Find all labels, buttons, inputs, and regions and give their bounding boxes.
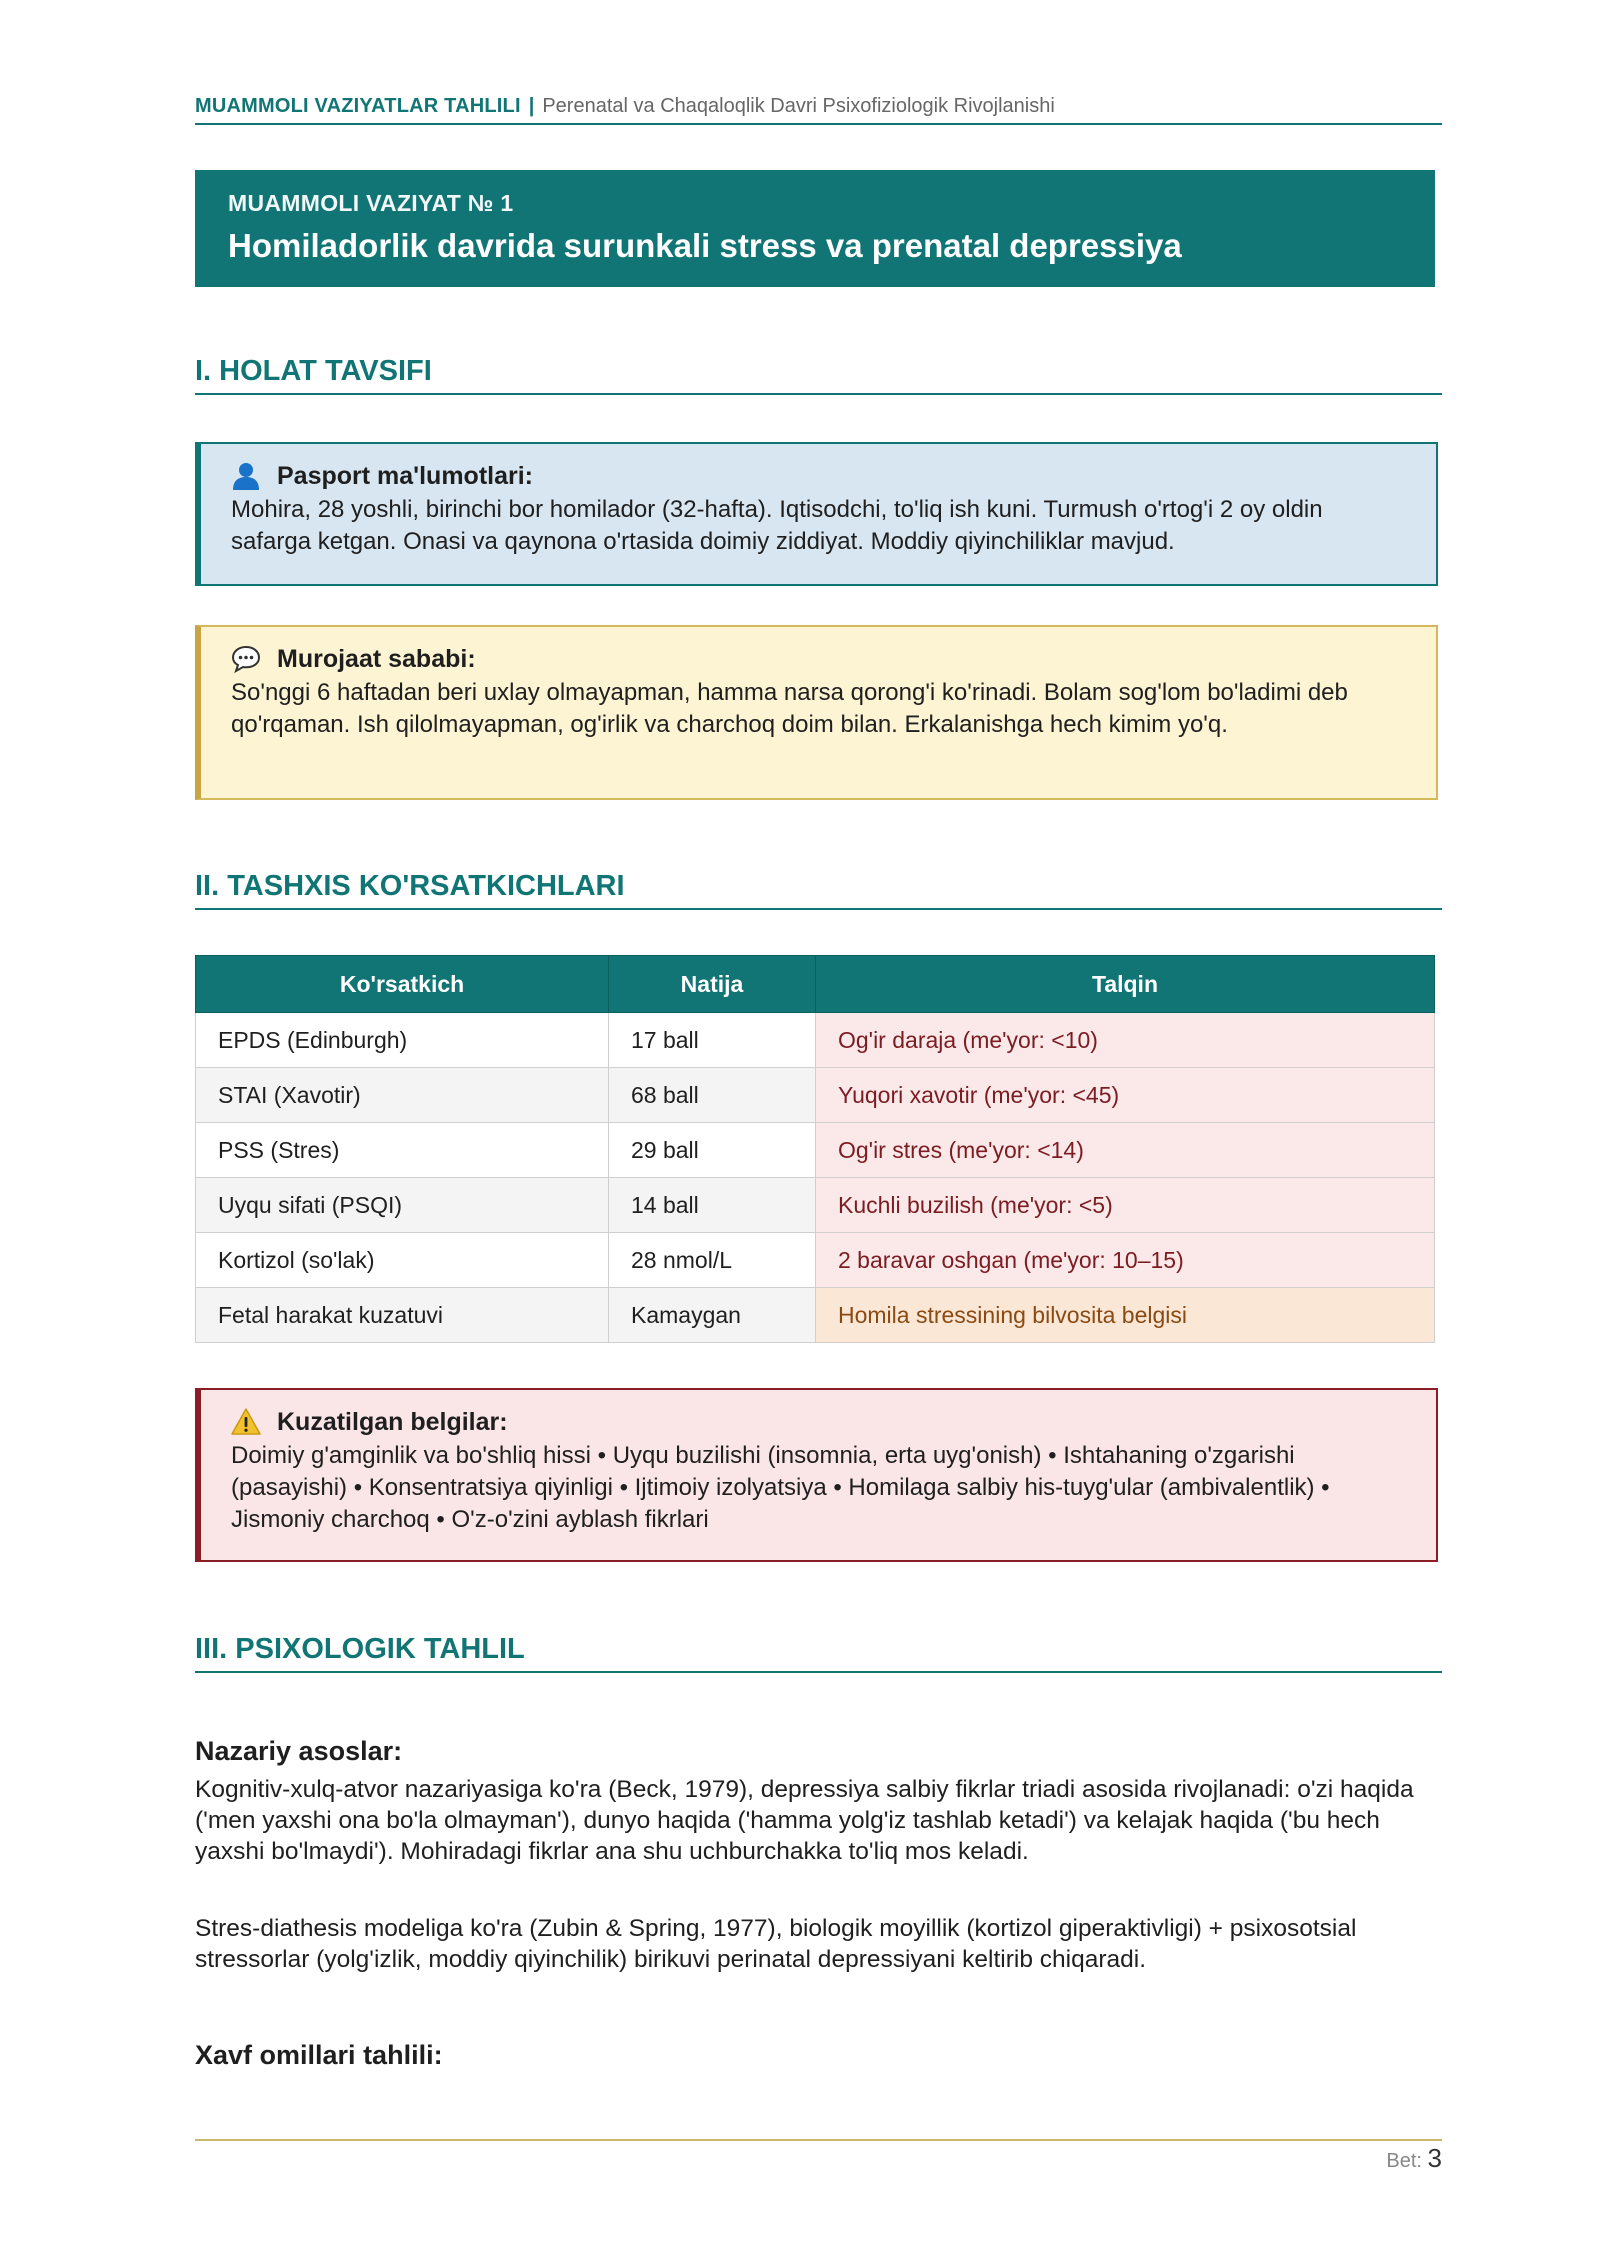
column-header-indicator: Ko'rsatkich (196, 956, 609, 1013)
symptoms-title: Kuzatilgan belgilar: (277, 1408, 508, 1436)
header-right-title: Perenatal va Chaqaloqlik Davri Psixofiziologik Rivojlanishi (542, 95, 1055, 117)
table-row (196, 1178, 1435, 1233)
theory-paragraph-2: Stres-diathesis modeliga ko'ra (Zubin & Spring, 1977), biologik moyillik (kortizol giperaktivligi) + psixosotsial stressorlar (yolg'izlik, moddiy qiyinchilik) birikuvi perinatal depressiyani keltirib chiqaradi. (195, 1915, 1357, 1973)
result-cell: 28 nmol/L (609, 1233, 816, 1288)
case-number: MUAMMOLI VAZIYAT № 1 (228, 190, 514, 216)
speech-bubble-icon (231, 644, 261, 674)
passport-box (195, 442, 1438, 586)
running-header (195, 95, 1442, 125)
table-row (196, 1068, 1435, 1123)
interpretation-cell: 2 baravar oshgan (me'yor: 10–15) (816, 1233, 1435, 1288)
header-left-title: MUAMMOLI VAZIYATLAR TAHLILI (195, 95, 521, 117)
theory-paragraph-1: Kognitiv-xulq-atvor nazariyasiga ko'ra (Beck, 1979), depressiya salbiy fikrlar triadi asosida rivojlanadi: o'zi haqida ('men yaxshi ona bo'la olmayman'), dunyo haqida ('hamma yolg'iz tashlab ketadi') va kelajak haqida ('bu hech yaxshi bo'lmaydi'). Mohiradagi fikrlar ana shu uchburchakka to'liq mos keladi. (195, 1776, 1414, 1865)
indicator-cell: Kortizol (so'lak) (196, 1233, 609, 1288)
interpretation-cell: Homila stressining bilvosita belgisi (816, 1288, 1435, 1343)
indicator-cell: EPDS (Edinburgh) (196, 1013, 609, 1068)
page-number-value: 3 (1427, 2143, 1442, 2173)
interpretation-cell: Og'ir daraja (me'yor: <10) (816, 1013, 1435, 1068)
complaint-title: Murojaat sababi: (277, 645, 476, 673)
table-header-row (196, 956, 1435, 1013)
section-heading-analysis: III. PSIXOLOGIK TAHLIL (195, 1633, 1442, 1673)
column-header-interpretation: Talqin (816, 956, 1435, 1013)
warning-icon (231, 1407, 261, 1437)
passport-text: Mohira, 28 yoshli, birinchi bor homilador (32-hafta). Iqtisodchi, to'liq ish kuni. Turmush o'rtog'i 2 oy oldin safarga ketgan. Onasi va qaynona o'rtasida doimiy ziddiyat. Moddiy qiyinchiliklar mavjud. (231, 496, 1323, 555)
complaint-box (195, 625, 1438, 800)
section-heading-description: I. HOLAT TAVSIFI (195, 355, 1442, 395)
indicator-cell: STAI (Xavotir) (196, 1068, 609, 1123)
column-header-result: Natija (609, 956, 816, 1013)
complaint-text: So'nggi 6 haftadan beri uxlay olmayapman, hamma narsa qorong'i ko'rinadi. Bolam sog'lom bo'ladimi deb qo'rqaman. Ish qilolmayapman, og'irlik va charchoq doim bilan. Erkalanishga hech kimim yo'q. (231, 679, 1348, 738)
theory-heading: Nazariy asoslar: (195, 1736, 403, 1766)
table-row (196, 1123, 1435, 1178)
case-title: Homiladorlik davrida surunkali stress va prenatal depressiya (228, 227, 1182, 264)
footer-divider (195, 2139, 1442, 2141)
passport-title: Pasport ma'lumotlari: (277, 462, 533, 490)
page-number (1386, 2143, 1442, 2174)
interpretation-cell: Yuqori xavotir (me'yor: <45) (816, 1068, 1435, 1123)
indicator-cell: Uyqu sifati (PSQI) (196, 1178, 609, 1233)
document-page (195, 0, 1442, 2262)
person-icon (231, 461, 261, 491)
case-banner (195, 170, 1435, 287)
symptoms-text: Doimiy g'amginlik va bo'shliq hissi • Uyqu buzilishi (insomnia, erta uyg'onish) • Ishtahaning o'zgarishi (pasayishi) • Konsentratsiya qiyinligi • Ijtimoiy izolyatsiya • Homilaga salbiy his-tuyg'ular (ambivalentlik) • Jismoniy charchoq • O'z-o'zini ayblash fikrlari (231, 1442, 1330, 1533)
page-label: Bet: (1386, 2150, 1422, 2172)
result-cell: 29 ball (609, 1123, 816, 1178)
result-cell: Kamaygan (609, 1288, 816, 1343)
interpretation-cell: Og'ir stres (me'yor: <14) (816, 1123, 1435, 1178)
interpretation-cell: Kuchli buzilish (me'yor: <5) (816, 1178, 1435, 1233)
risk-factors-heading: Xavf omillari tahlili: (195, 2040, 443, 2070)
section-heading-diagnostics: II. TASHXIS KO'RSATKICHLARI (195, 870, 1442, 910)
indicator-cell: PSS (Stres) (196, 1123, 609, 1178)
result-cell: 14 ball (609, 1178, 816, 1233)
symptoms-box (195, 1388, 1438, 1562)
table-row (196, 1013, 1435, 1068)
diagnostic-table (195, 955, 1435, 1343)
result-cell: 68 ball (609, 1068, 816, 1123)
table-row (196, 1288, 1435, 1343)
result-cell: 17 ball (609, 1013, 816, 1068)
header-separator: | (528, 95, 535, 117)
table-row (196, 1233, 1435, 1288)
indicator-cell: Fetal harakat kuzatuvi (196, 1288, 609, 1343)
